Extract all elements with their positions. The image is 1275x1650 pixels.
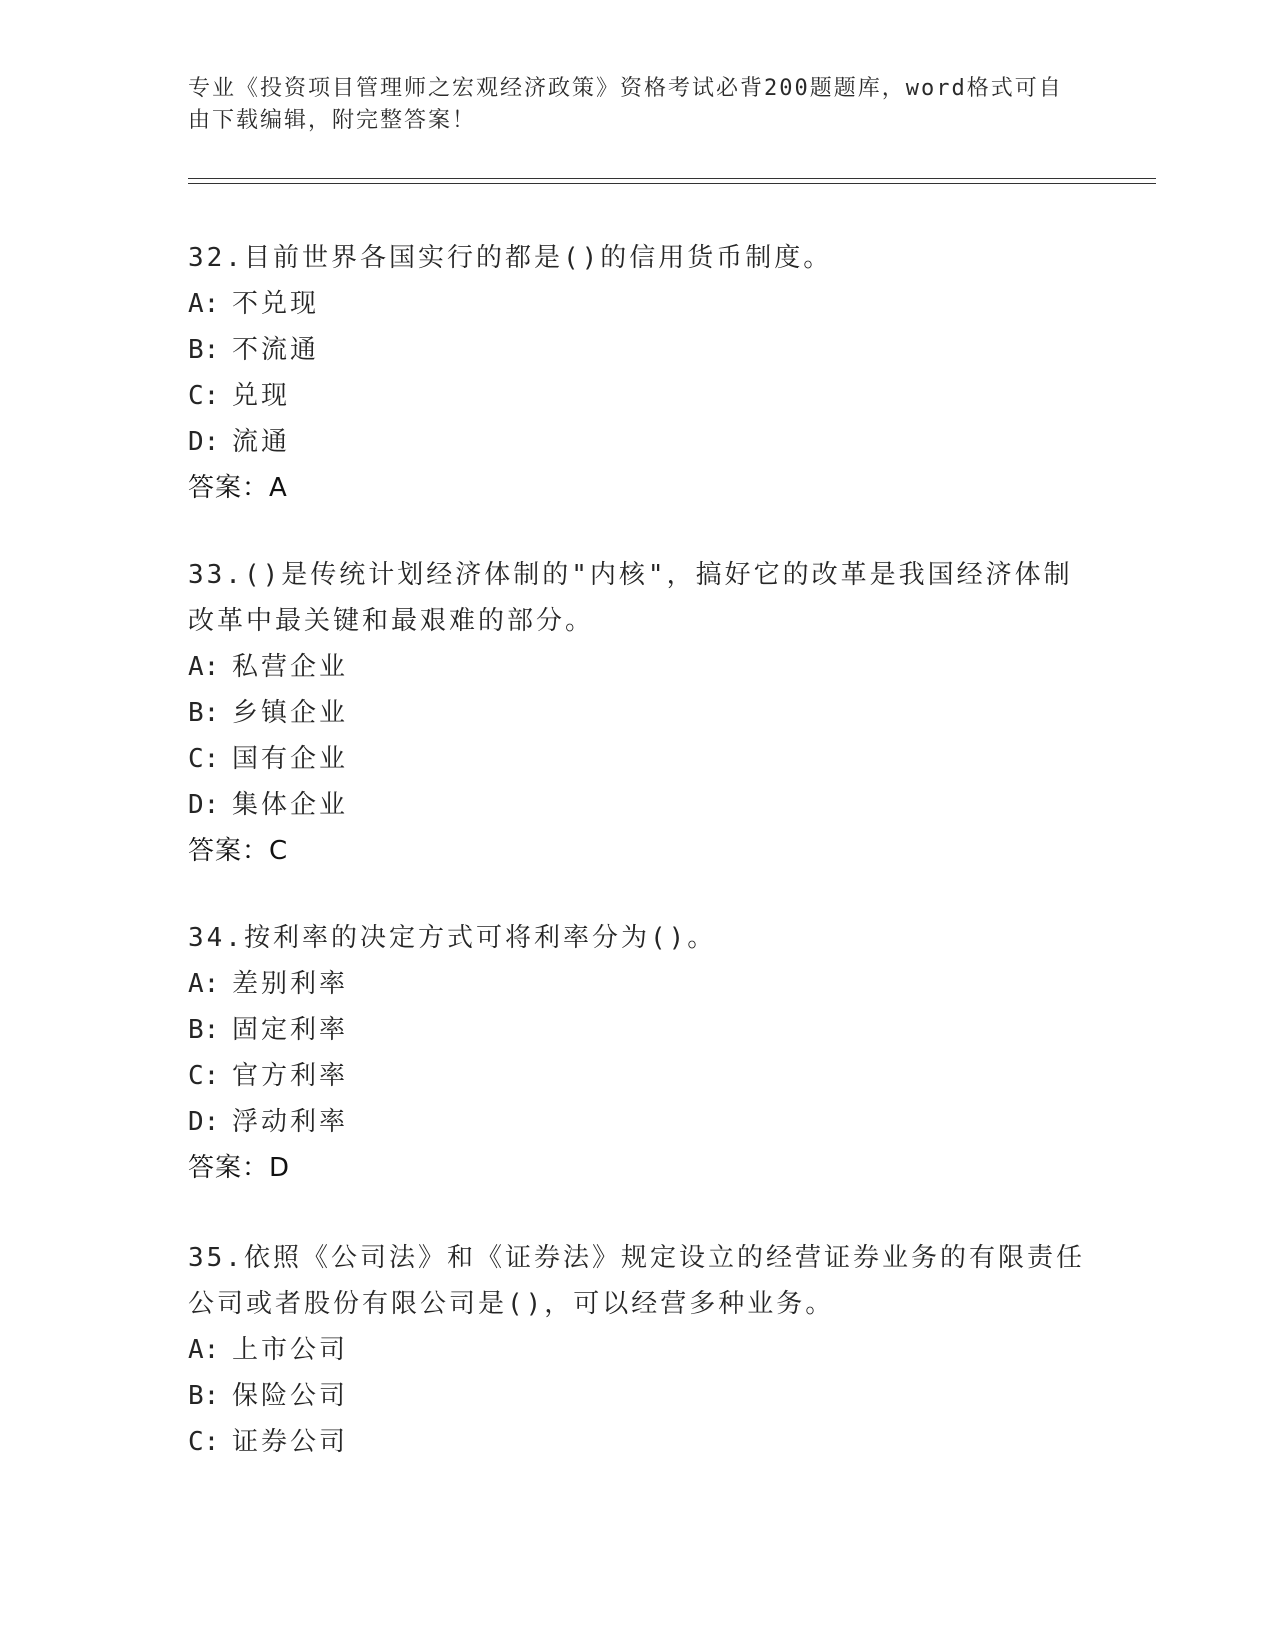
question-stem: 34.按利率的决定方式可将利率分为()。 xyxy=(188,923,717,953)
option-key: A: xyxy=(188,652,220,682)
question-33 xyxy=(188,552,1088,874)
option-b xyxy=(188,1373,1088,1419)
option-key: A: xyxy=(188,1335,220,1365)
option-d xyxy=(188,1099,1088,1145)
option-b xyxy=(188,1007,1088,1053)
option-key: D: xyxy=(188,1107,220,1137)
option-b xyxy=(188,690,1088,736)
option-key: B: xyxy=(188,698,220,728)
header-divider-bottom xyxy=(188,183,1156,184)
question-stem: 32.目前世界各国实行的都是()的信用货币制度。 xyxy=(188,243,833,273)
option-key: B: xyxy=(188,1015,220,1045)
option-key: D: xyxy=(188,427,220,457)
option-c xyxy=(188,1419,1088,1465)
question-35 xyxy=(188,1235,1088,1465)
option-text: 不兑现 xyxy=(232,289,320,319)
answer-line: 答案：C xyxy=(188,836,289,866)
option-text: 差别利率 xyxy=(232,969,349,999)
option-text: 不流通 xyxy=(232,335,320,365)
question-stem: 33.()是传统计划经济体制的"内核"，搞好它的改革是我国经济体制改革中最关键和最艰难的部分。 xyxy=(188,560,1073,636)
option-key: D: xyxy=(188,790,220,820)
option-c xyxy=(188,736,1088,782)
option-key: A: xyxy=(188,969,220,999)
option-key: C: xyxy=(188,744,220,774)
option-text: 流通 xyxy=(232,427,291,457)
option-key: C: xyxy=(188,1427,220,1457)
option-a xyxy=(188,644,1088,690)
option-text: 保险公司 xyxy=(232,1381,349,1411)
option-a xyxy=(188,281,1088,327)
option-text: 乡镇企业 xyxy=(232,698,349,728)
option-text: 浮动利率 xyxy=(232,1107,349,1137)
option-key: C: xyxy=(188,1061,220,1091)
option-key: B: xyxy=(188,335,220,365)
option-c xyxy=(188,373,1088,419)
question-stem: 35.依照《公司法》和《证券法》规定设立的经营证券业务的有限责任公司或者股份有限公司是()，可以经营多种业务。 xyxy=(188,1243,1085,1319)
option-text: 固定利率 xyxy=(232,1015,349,1045)
answer-line: 答案：D xyxy=(188,1153,291,1183)
answer-line: 答案：A xyxy=(188,473,288,503)
option-text: 私营企业 xyxy=(232,652,349,682)
option-text: 证券公司 xyxy=(232,1427,349,1457)
option-key: B: xyxy=(188,1381,220,1411)
option-key: C: xyxy=(188,381,220,411)
option-c xyxy=(188,1053,1088,1099)
option-d xyxy=(188,419,1088,465)
header-divider-top xyxy=(188,178,1156,179)
option-key: A: xyxy=(188,289,220,319)
option-a xyxy=(188,961,1088,1007)
option-text: 集体企业 xyxy=(232,790,349,820)
option-b xyxy=(188,327,1088,373)
option-a xyxy=(188,1327,1088,1373)
option-text: 上市公司 xyxy=(232,1335,349,1365)
question-32 xyxy=(188,235,1088,511)
option-text: 国有企业 xyxy=(232,744,349,774)
option-d xyxy=(188,782,1088,828)
option-text: 兑现 xyxy=(232,381,291,411)
document-header: 专业《投资项目管理师之宏观经济政策》资格考试必背200题题库，word格式可自由下载编辑，附完整答案！ xyxy=(188,76,1063,133)
option-text: 官方利率 xyxy=(232,1061,349,1091)
question-34 xyxy=(188,915,1088,1191)
